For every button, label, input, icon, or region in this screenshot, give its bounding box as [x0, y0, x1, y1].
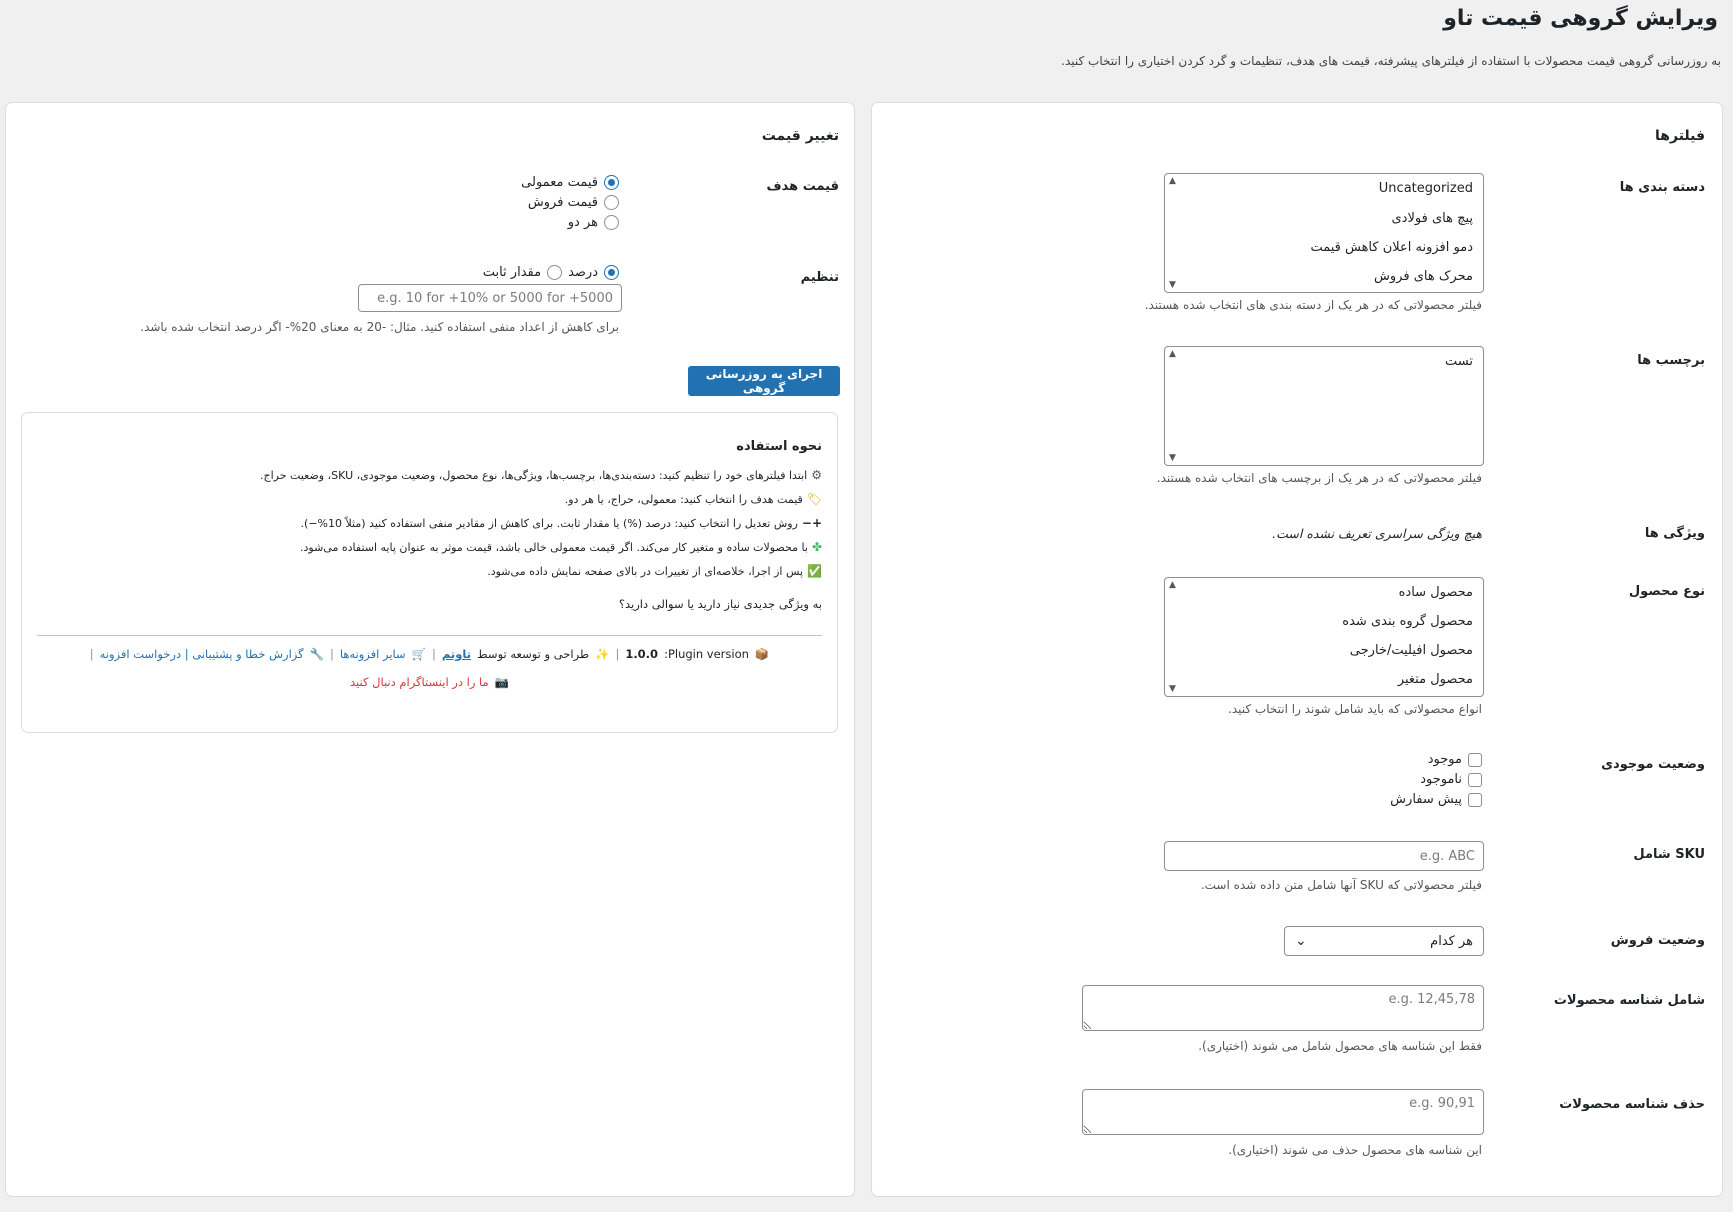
adjust-value-input[interactable] — [358, 284, 622, 312]
designed-by-text: طراحی و توسعه توسط — [477, 647, 590, 661]
adjust-help: برای کاهش از اعداد منفی استفاده کنید. مثال: -20 به معنای 20%- اگر درصد انتخاب شده باشد. — [140, 320, 619, 334]
sparkle-icon: ✨ — [595, 647, 610, 661]
adjust-mode-row — [483, 265, 619, 280]
exclude-ids-label: حذف شناسه محصولات — [1559, 1097, 1705, 1112]
sku-help: فیلتر محصولاتی که SKU آنها شامل متن داده شده است. — [1200, 878, 1482, 892]
scroll-down-arrow-icon[interactable]: ▼ — [1169, 280, 1176, 290]
instagram-row — [22, 675, 837, 689]
price-change-heading: تغییر قیمت — [761, 128, 839, 144]
howto-question: به ویژگی جدیدی نیاز دارید یا سوالی دارید؟ — [618, 597, 822, 611]
product-type-option[interactable]: محصول گروه بندی شده — [1342, 614, 1473, 629]
categories-label: دسته بندی ها — [1619, 180, 1705, 195]
stock-backorder-option[interactable] — [1390, 792, 1482, 807]
instagram-link[interactable]: ما را در اینستاگرام دنبال کنید — [349, 675, 489, 689]
separator: | — [89, 647, 94, 661]
target-both-radio[interactable] — [604, 215, 619, 230]
attributes-empty-text: هیچ ویژگی سراسری تعریف نشده است. — [1272, 526, 1482, 541]
categories-help: فیلتر محصولاتی که در هر یک از دسته بندی های انتخاب شده هستند. — [1144, 298, 1482, 312]
stock-outofstock-label: ناموجود — [1420, 772, 1462, 787]
attributes-label: ویژگی ها — [1644, 526, 1705, 541]
camera-icon: 📷 — [494, 675, 510, 689]
include-ids-help: فقط این شناسه های محصول شامل می شوند (اختیاری). — [1198, 1039, 1482, 1053]
adjust-fixed-radio[interactable] — [547, 265, 562, 280]
gear-icon: ⚙ — [811, 468, 822, 482]
check-mark-icon: ✅ — [807, 564, 822, 578]
sale-status-value: هر کدام — [1430, 933, 1473, 949]
howto-heading: نحوه استفاده — [736, 439, 822, 454]
howto-step-text: ابتدا فیلترهای خود را تنظیم کنید: دسته‌بندی‌ها، برچسب‌ها، ویژگی‌ها، نوع محصول، وضعیت موجودی، SKU، وضعیت حراج. — [260, 468, 808, 482]
scroll-up-arrow-icon[interactable]: ▲ — [1169, 176, 1176, 186]
product-type-label: نوع محصول — [1628, 584, 1705, 599]
howto-box — [21, 412, 838, 733]
filters-panel — [871, 102, 1723, 1197]
category-option[interactable]: Uncategorized — [1378, 181, 1473, 196]
cart-icon: 🛒 — [411, 647, 427, 661]
plugin-version: 1.0.0 — [625, 647, 659, 661]
adjust-percent-label: درصد — [568, 265, 598, 280]
target-regular-label: قیمت معمولی — [521, 175, 598, 190]
include-ids-textarea[interactable] — [1082, 985, 1484, 1031]
stock-backorder-label: پیش سفارش — [1390, 792, 1462, 807]
target-regular-option[interactable] — [521, 175, 619, 190]
sku-input[interactable] — [1164, 841, 1484, 871]
product-type-option[interactable]: محصول افیلیت/خارجی — [1349, 643, 1473, 658]
howto-step — [301, 516, 822, 530]
other-plugins-link[interactable]: سایر افزونه‌ها — [339, 647, 406, 661]
target-sale-label: قیمت فروش — [527, 195, 598, 210]
stock-instock-option[interactable] — [1428, 752, 1482, 767]
plugin-version-label: Plugin version: — [664, 647, 749, 661]
tags-listbox[interactable] — [1164, 346, 1484, 466]
sku-label: SKU شامل — [1633, 847, 1705, 862]
scroll-up-arrow-icon[interactable]: ▲ — [1169, 349, 1176, 359]
divider — [37, 635, 822, 636]
howto-step — [260, 468, 822, 482]
chevron-down-icon: ⌄ — [1295, 933, 1307, 949]
category-option[interactable]: دمو افزونه اعلان کاهش قیمت — [1310, 240, 1473, 255]
stock-instock-label: موجود — [1427, 752, 1462, 767]
target-both-label: هر دو — [567, 215, 598, 230]
howto-step-text: پس از اجرا، خلاصه‌ای از تغییرات در بالای صفحه نمایش داده می‌شود. — [487, 564, 804, 578]
stock-backorder-checkbox[interactable] — [1468, 793, 1482, 807]
tags-label: برچسب ها — [1637, 353, 1705, 368]
wrench-icon: 🔧 — [309, 647, 324, 661]
run-bulk-update-button[interactable]: اجرای به روزرسانی گروهی — [688, 366, 840, 396]
page-description: به روزرسانی گروهی قیمت محصولات با استفاده از فیلترهای پیشرفته، قیمت های هدف، تنظیمات و گرد کردن اختیاری را انتخاب کنید. — [1061, 54, 1721, 68]
product-type-help: انواع محصولاتی که باید شامل شوند را انتخاب کنید. — [1228, 702, 1482, 716]
howto-step — [487, 564, 822, 578]
separator: | — [329, 647, 334, 661]
product-type-option[interactable]: محصول ساده — [1398, 585, 1473, 600]
filters-heading: فیلترها — [1655, 128, 1705, 144]
tags-help: فیلتر محصولاتی که در هر یک از برچسب های انتخاب شده هستند. — [1156, 471, 1482, 485]
exclude-ids-help: این شناسه های محصول حذف می شوند (اختیاری). — [1228, 1143, 1482, 1157]
package-icon: 📦 — [754, 647, 770, 661]
howto-step — [565, 492, 822, 506]
scroll-down-arrow-icon[interactable]: ▼ — [1169, 453, 1176, 463]
exclude-ids-textarea[interactable] — [1082, 1089, 1484, 1135]
adjust-label: تنظیم — [800, 270, 839, 285]
target-label: قیمت هدف — [766, 179, 839, 194]
howto-step-text: روش تعدیل را انتخاب کنید: درصد (%) یا مقدار ثابت. برای کاهش از مقادیر منفی استفاده کنید (مثلاً 10%−). — [300, 516, 798, 530]
howto-step-text: قیمت هدف را انتخاب کنید: معمولی، حراج، یا هر دو. — [564, 492, 803, 506]
separator: | — [432, 647, 436, 661]
stock-outofstock-checkbox[interactable] — [1468, 773, 1482, 787]
target-both-option[interactable] — [568, 215, 619, 230]
howto-step — [300, 540, 822, 554]
price-change-panel — [5, 102, 855, 1197]
category-option[interactable]: محرک های فروش — [1374, 269, 1473, 284]
target-regular-radio[interactable] — [604, 175, 619, 190]
adjust-percent-radio[interactable] — [604, 265, 619, 280]
howto-step-text: با محصولات ساده و متغیر کار می‌کند. اگر قیمت معمولی خالی باشد، قیمت موثر به عنوان پایه استفاده می‌شود. — [300, 540, 808, 554]
sale-status-select[interactable] — [1284, 926, 1484, 956]
target-sale-radio[interactable] — [604, 195, 619, 210]
adjust-fixed-label: مقدار ثابت — [482, 265, 542, 280]
tag-icon: 🏷 — [806, 492, 822, 506]
page-title: ویرایش گروهی قیمت تاو — [1443, 6, 1718, 31]
target-sale-option[interactable] — [528, 195, 619, 210]
puzzle-icon: ✤ — [811, 540, 822, 554]
product-type-listbox[interactable] — [1164, 577, 1484, 697]
stock-outofstock-option[interactable] — [1420, 772, 1482, 787]
product-type-option[interactable]: محصول متغیر — [1397, 672, 1473, 687]
scroll-up-arrow-icon[interactable]: ▲ — [1169, 580, 1176, 590]
include-ids-label: شامل شناسه محصولات — [1553, 993, 1705, 1008]
support-link[interactable]: گزارش خطا و پشتیبانی | درخواست افزونه — [99, 647, 304, 661]
sale-status-label: وضعیت فروش — [1610, 933, 1705, 948]
tag-option[interactable]: تست — [1445, 354, 1473, 369]
stock-instock-checkbox[interactable] — [1468, 753, 1482, 767]
plus-minus-icon: +− — [801, 516, 822, 530]
category-option[interactable]: پیچ های فولادی — [1391, 211, 1473, 226]
brand-link[interactable]: تاوتم — [441, 647, 472, 661]
categories-listbox[interactable] — [1164, 173, 1484, 293]
footer-links — [89, 647, 770, 661]
separator: | — [615, 647, 620, 661]
scroll-down-arrow-icon[interactable]: ▼ — [1169, 684, 1176, 694]
stock-status-label: وضعیت موجودی — [1601, 757, 1705, 772]
